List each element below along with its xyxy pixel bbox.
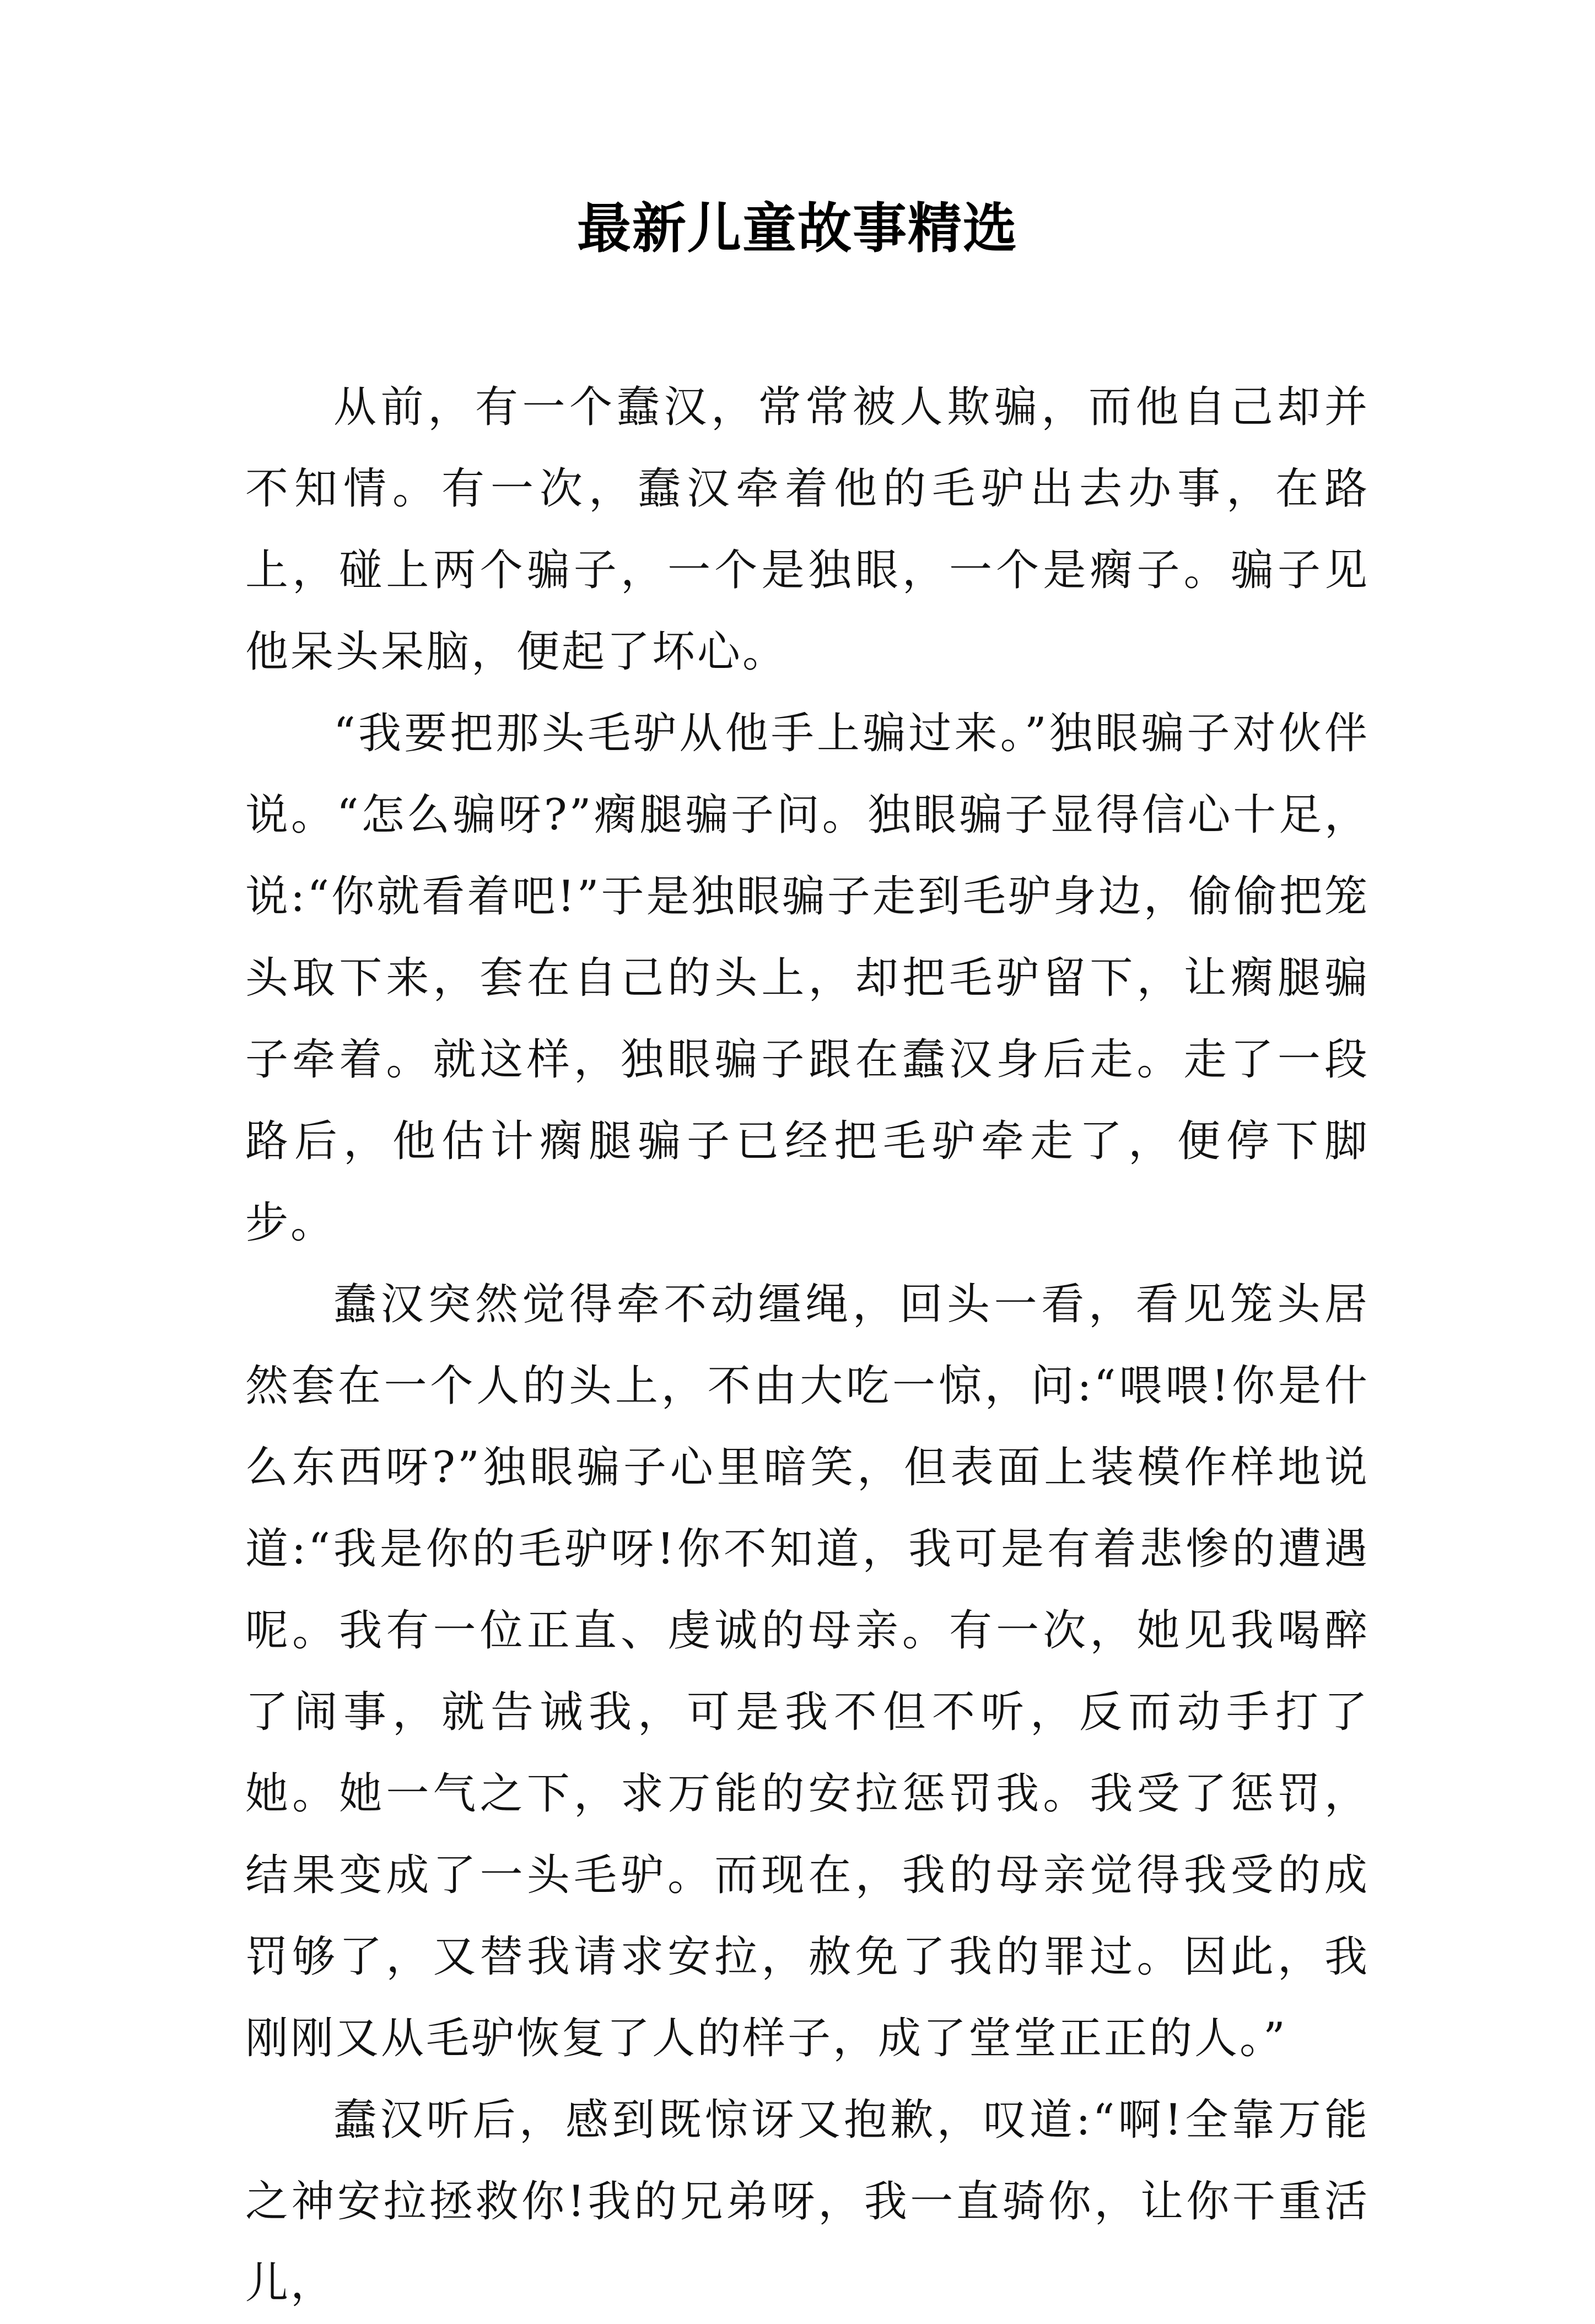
paragraph: “我要把那头毛驴从他手上骗过来。”独眼骗子对伙伴说。“怎么骗呀?”瘸腿骗子问。独眼骗子显得信心十足，说:“你就看着吧!”于是独眼骗子走到毛驴身边，偷偷把笼头取下来，套在自己的头上，却把毛驴留下，让瘸腿骗子牵着。就这样，独眼骗子跟在蠢汉身后走。走了一段路后，他估计瘸腿骗子已经把毛驴牵走了，便停下脚步。 bbox=[245, 709, 1370, 1248]
document-body bbox=[245, 366, 1370, 2324]
document-title: 最新儿童故事精选 bbox=[576, 197, 1018, 260]
paragraph: 蠢汉突然觉得牵不动缰绳，回头一看，看见笼头居然套在一个人的头上，不由大吃一惊，问:“喂喂!你是什么东西呀?”独眼骗子心里暗笑，但表面上装模作样地说道:“我是你的毛驴呀!你不知道，我可是有着悲惨的遭遇呢。我有一位正直、虔诚的母亲。有一次，她见我喝醉了闹事，就告诫我，可是我不但不听，反而动手打了她。她一气之下，求万能的安拉惩罚我。我受了惩罚，结果变成了一头毛驴。而现在，我的母亲觉得我受的成罚够了，又替我请求安拉，赦免了我的罪过。因此，我刚刚又从毛驴恢复了人的样子，成了堂堂正正的人。” bbox=[245, 1280, 1370, 2063]
paragraph: 从前，有一个蠢汉，常常被人欺骗，而他自己却并不知情。有一次，蠢汉牵着他的毛驴出去办事，在路上，碰上两个骗子，一个是独眼，一个是瘸子。骗子见他呆头呆脑，便起了坏心。 bbox=[245, 382, 1370, 677]
paragraph: 蠢汉听后，感到既惊讶又抱歉，叹道:“啊!全靠万能之神安拉拯救你!我的兄弟呀，我一直骑你，让你干重活儿， bbox=[245, 2095, 1370, 2308]
